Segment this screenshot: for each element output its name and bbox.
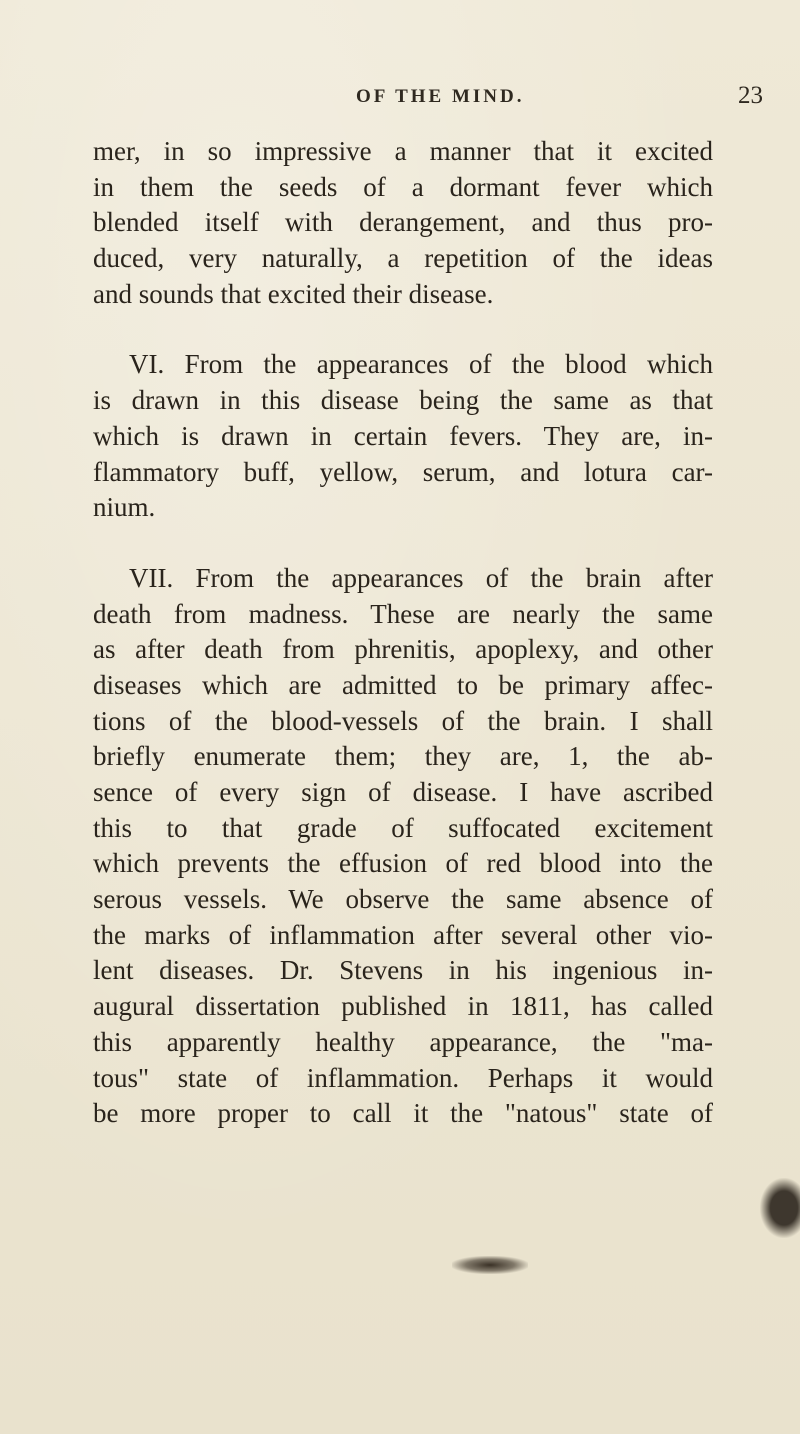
text-line: diseases which are admitted to be primary affec- (93, 669, 713, 700)
text-line: augural dissertation published in 1811, has called (93, 991, 713, 1022)
text-line: and sounds that excited their disease. (93, 278, 494, 309)
text-line: VII. From the appearances of the brain after (129, 562, 713, 593)
text-line: mer, in so impressive a manner that it excited (93, 136, 713, 166)
text-line: this apparently healthy appearance, the "ma- (93, 1026, 713, 1057)
text-line: death from madness. These are nearly the same (93, 598, 713, 629)
paragraph-3 (93, 561, 713, 1132)
running-head (0, 82, 800, 126)
page-number: 23 (738, 82, 763, 109)
text-line: which prevents the effusion of red blood into the (93, 848, 713, 879)
paragraph-1 (93, 134, 713, 312)
ink-smudge-catchword (452, 1256, 528, 1274)
text-line: nium. (93, 492, 156, 523)
text-line: which is drawn in certain fevers. They are, in- (93, 420, 713, 451)
body-text (93, 134, 713, 1132)
ink-smudge-margin (760, 1178, 800, 1238)
text-line: serous vessels. We observe the same absence of (93, 884, 713, 915)
text-line: this to that grade of suffocated excitement (93, 812, 713, 843)
paragraph-2 (93, 347, 713, 525)
text-line: sence of every sign of disease. I have ascribed (93, 777, 713, 807)
text-line: tous" state of inflammation. Perhaps it would (93, 1062, 713, 1093)
text-line: the marks of inflammation after several other vio- (93, 919, 713, 950)
text-line: in them the seeds of a dormant fever which (93, 171, 713, 202)
paragraph-gap (93, 526, 713, 561)
text-line: as after death from phrenitis, apoplexy, and other (93, 634, 713, 665)
running-title: OF THE MIND. (356, 86, 525, 107)
text-line: lent diseases. Dr. Stevens in his ingenious in- (93, 955, 713, 986)
text-line: duced, very naturally, a repetition of the ideas (93, 243, 713, 274)
text-line: flammatory buff, yellow, serum, and lotura car- (93, 456, 713, 487)
text-line: be more proper to call it the "natous" state of (93, 1098, 713, 1129)
text-line: blended itself with derangement, and thus pro- (93, 207, 713, 238)
text-line: briefly enumerate them; they are, 1, the ab- (93, 741, 713, 772)
text-line: VI. From the appearances of the blood which (129, 349, 713, 380)
text-line: is drawn in this disease being the same as that (93, 385, 713, 416)
text-line: tions of the blood-vessels of the brain. I shall (93, 705, 713, 736)
paragraph-gap (93, 312, 713, 347)
